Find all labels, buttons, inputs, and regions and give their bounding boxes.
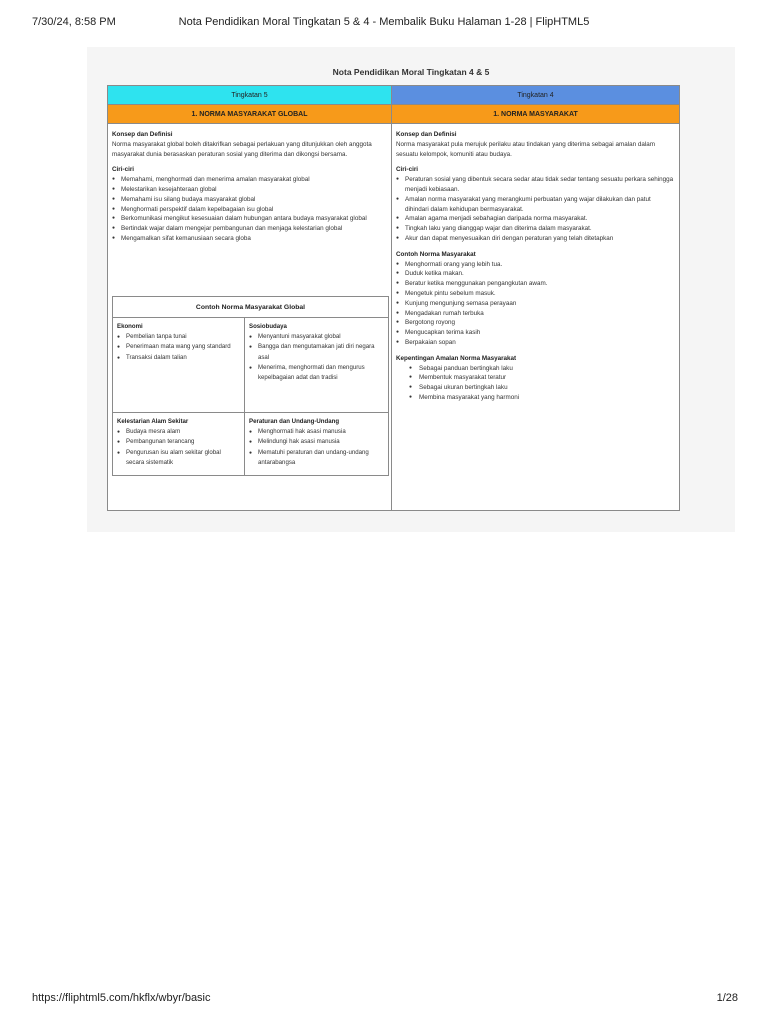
list-item: ● Transaksi dalam talian — [117, 353, 240, 363]
list-item: ● Duduk ketika makan. — [396, 269, 675, 279]
list-item: ● Peraturan sosial yang dibentuk secara sedar atau tidak sedar tentang sesuatu perkara sehingga menjadi kebiasaan. — [396, 175, 675, 195]
list-item: ● Mematuhi peraturan dan undang-undang antarabangsa — [249, 448, 384, 468]
konsep-text: Norma masyarakat global boleh ditakrifkan sebagai perlakuan yang ditunjukkan oleh anggota masyarakat dunia berasaskan peraturan sosial yang diterima dan dikongsi bersama. — [112, 140, 372, 158]
list-item: ● Menyantuni masyarakat global — [249, 332, 384, 342]
list-item: ● Bertindak wajar dalam mengejar pembangunan dan menjaga kelestarian global — [112, 224, 387, 234]
list-item: ● Pembangunan terancang — [117, 437, 240, 447]
list-item: ● Mengetuk pintu sebelum masuk. — [396, 289, 675, 299]
list-item: ● Bergotong royong — [396, 318, 675, 328]
notes-table — [107, 85, 680, 511]
list-item: ● Penerimaan mata wang yang standard — [117, 342, 240, 352]
list-item: ● Menghormati orang yang lebih tua. — [396, 260, 675, 270]
kepentingan-heading: Kepentingan Amalan Norma Masyarakat — [396, 354, 517, 362]
sosiobudaya-heading: Sosiobudaya — [249, 323, 287, 330]
list-item: ● Membina masyarakat yang harmoni — [396, 393, 675, 403]
list-item: ● Sebagai ukuran bertingkah laku — [396, 383, 675, 393]
contoh-global-table — [112, 296, 389, 476]
list-item: ● Memahami isu silang budaya masyarakat global — [112, 195, 387, 205]
cell-peraturan — [245, 413, 388, 475]
ciri-heading: Ciri-ciri — [396, 166, 419, 174]
contoh-heading: Contoh Norma Masyarakat — [396, 250, 476, 258]
contoh-list — [396, 260, 675, 348]
list-item: ● Melindungi hak asasi manusia — [249, 437, 384, 447]
cell-sosiobudaya — [245, 318, 388, 413]
right-content — [392, 124, 679, 403]
ciri-list — [112, 175, 387, 244]
list-item: ● Akur dan dapat menyesuaikan diri dengan peraturan yang telah ditetapkan — [396, 234, 675, 244]
print-page-title: Nota Pendidikan Moral Tingkatan 5 & 4 - Membalik Buku Halaman 1-28 | FlipHTML5 — [178, 16, 590, 28]
list-item: ● Mengucapkan terima kasih — [396, 328, 675, 338]
print-header — [0, 16, 768, 30]
list-item: ● Melestarikan kesejahteraan global — [112, 185, 387, 195]
contoh-global-title: Contoh Norma Masyarakat Global — [113, 297, 388, 318]
topic-header-masyarakat: 1. NORMA MASYARAKAT — [392, 105, 679, 124]
list-item: ● Mengamalkan sifat kemanusiaan secara globa — [112, 234, 387, 244]
ekonomi-heading: Ekonomi — [117, 323, 143, 330]
cell-ekonomi — [113, 318, 245, 413]
list-item: ● Beratur ketika menggunakan pengangkutan awam. — [396, 279, 675, 289]
topic-header-global: 1. NORMA MASYARAKAT GLOBAL — [108, 105, 391, 124]
konsep-heading: Konsep dan Definisi — [396, 131, 457, 138]
document-title: Nota Pendidikan Moral Tingkatan 4 & 5 — [332, 67, 490, 77]
kelestarian-heading: Kelestarian Alam Sekitar — [117, 418, 189, 425]
list-item: ● Pengurusan isu alam sekitar global secara sistematik — [117, 448, 240, 468]
list-item: ● Menghormati hak asasi manusia — [249, 427, 384, 437]
page-number: 1/28 — [716, 992, 738, 1004]
contoh-grid — [113, 318, 388, 475]
list-item: ● Menerima, menghormati dan mengurus kepelbagaian adat dan tradisi — [249, 363, 384, 383]
left-content — [108, 124, 391, 244]
list-item: ● Amalan agama menjadi sebahagian daripada norma masyarakat. — [396, 214, 675, 224]
ciri-list — [396, 175, 675, 244]
list-item: ● Pembelian tanpa tunai — [117, 332, 240, 342]
list-item: ● Amalan norma masyarakat yang merangkumi perbuatan yang wajar dilakukan dan patut dihindari dalam kehidupan bermasyarakat. — [396, 195, 675, 215]
list-item: ● Kunjung mengunjung semasa perayaan — [396, 299, 675, 309]
column-tingkatan-4 — [392, 86, 679, 510]
kepentingan-list — [396, 364, 675, 403]
list-item: ● Memahami, menghormati dan menerima amalan masyarakat global — [112, 175, 387, 185]
list-item: ● Bangga dan mengutamakan jati diri negara asal — [249, 342, 384, 362]
column-tingkatan-5 — [108, 86, 392, 510]
print-footer — [0, 992, 768, 1006]
peraturan-heading: Peraturan dan Undang-Undang — [249, 418, 340, 425]
list-item: ● Mengadakan rumah terbuka — [396, 309, 675, 319]
print-datetime: 7/30/24, 8:58 PM — [32, 16, 116, 28]
list-item: ● Tingkah laku yang dianggap wajar dan diterima dalam masyarakat. — [396, 224, 675, 234]
cell-kelestarian — [113, 413, 245, 475]
konsep-heading: Konsep dan Definisi — [112, 131, 173, 138]
print-url: https://fliphtml5.com/hkflx/wbyr/basic — [32, 992, 211, 1004]
list-item: ● Berpakaian sopan — [396, 338, 675, 348]
ciri-heading: Ciri-ciri — [112, 166, 135, 174]
list-item: ● Berkomunikasi mengikut kesesuaian dalam hubungan antara budaya masyarakat global — [112, 214, 387, 224]
list-item: ● Membentuk masyarakat teratur — [396, 373, 675, 383]
document-page — [87, 47, 735, 532]
grade-header-tingkatan-4: Tingkatan 4 — [392, 86, 679, 105]
list-item: ● Sebagai panduan bertingkah laku — [396, 364, 675, 374]
grade-header-tingkatan-5: Tingkatan 5 — [108, 86, 391, 105]
list-item: ● Budaya mesra alam — [117, 427, 240, 437]
konsep-text: Norma masyarakat pula merujuk perilaku atau tindakan yang diterima sebagai amalan dalam sesuatu kelompok, komuniti atau budaya. — [396, 140, 656, 158]
list-item: ● Menghormati perspektif dalam kepelbagaian isu global — [112, 205, 387, 215]
